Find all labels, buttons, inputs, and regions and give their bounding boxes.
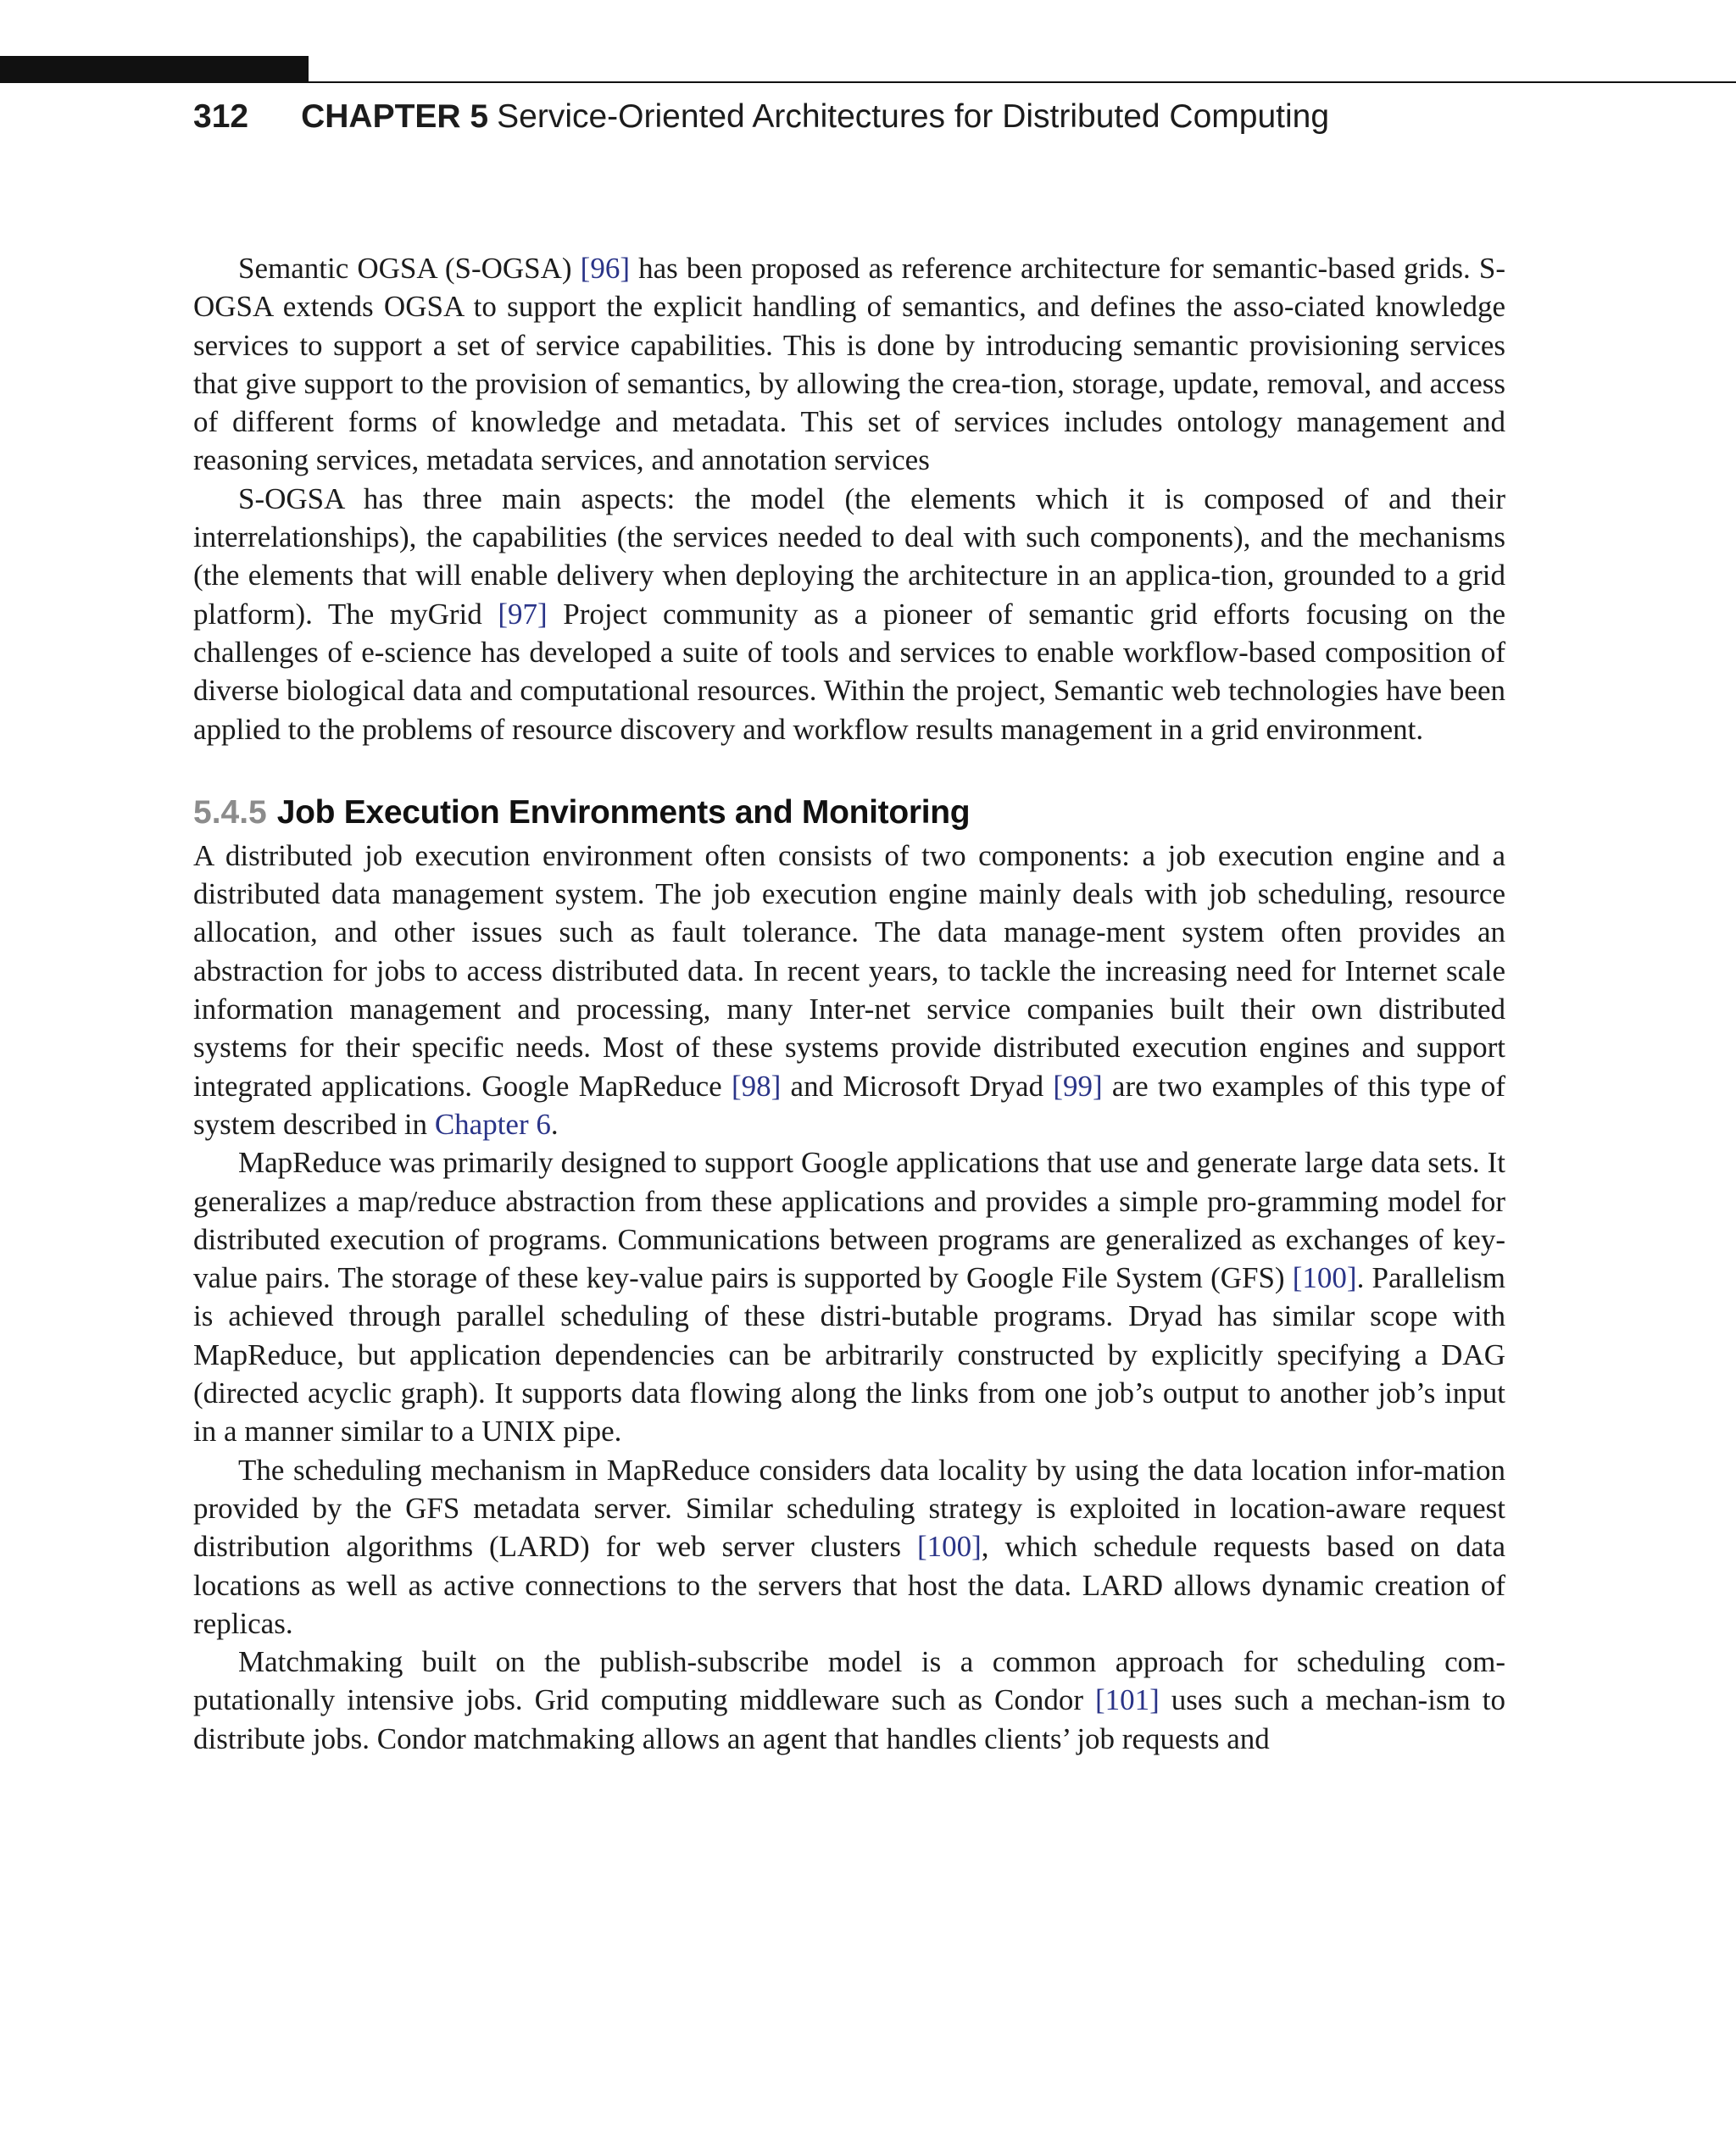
section-number: 5.4.5 xyxy=(193,793,267,831)
chapter-title: Service-Oriented Architectures for Distributed Computing xyxy=(497,98,1330,135)
paragraph-mapreduce xyxy=(193,1143,1505,1450)
text-run: Project community as a pioneer of semantic grid efforts focusing on the challenges of e-science has developed a suite of tools and services to enable workflow-based composition of diverse biological data and computational resources. Within the project, Semantic web technologies have been applied to the problems of resource discovery and workflow results management in a grid environment. xyxy=(193,597,1505,746)
chapter-label: CHAPTER 5 xyxy=(301,98,489,135)
citation-link[interactable]: [100] xyxy=(1292,1261,1357,1295)
citation-link[interactable]: [101] xyxy=(1094,1683,1160,1717)
chapter-link[interactable]: Chapter 6 xyxy=(434,1107,551,1141)
text-run: MapReduce was primarily designed to support Google applications that use and generate large data sets. It generalizes a map/reduce abstraction from these applications and provides a simple pro-gramming model for distributed execution of programs. Communications between programs are generalized as exchanges of key-value pairs. The storage of these key-value pairs is supported by Google File System (GFS) xyxy=(193,1146,1505,1295)
paragraph-s-ogsa-intro xyxy=(193,249,1505,480)
body-text xyxy=(193,249,1505,1758)
citation-link[interactable]: [97] xyxy=(498,597,548,631)
paragraph-job-execution xyxy=(193,837,1505,1143)
text-run: A distributed job execution environment often consists of two components: a job execution engine and a distributed data management system. The job execution engine mainly deals with job scheduling, resource allocation, and other issues such as fault tolerance. The data manage-ment system often provides an abstraction for jobs to access distributed data. In recent years, to tackle the increasing need for Internet scale information management and processing, many Inter-net service companies built their own distributed systems for their specific needs. Most of these systems provide distributed execution engines and support integrated applications. Google MapReduce xyxy=(193,838,1505,1103)
header-bar xyxy=(0,56,309,83)
citation-link[interactable]: [96] xyxy=(580,252,630,285)
text-run: Matchmaking built on the publish-subscribe model is a common approach for scheduling com-putationally intensive jobs. Grid computing middleware such as Condor xyxy=(193,1645,1505,1717)
running-header xyxy=(193,95,1329,139)
text-run: . xyxy=(550,1107,559,1141)
paragraph-s-ogsa-aspects xyxy=(193,480,1505,748)
section-heading xyxy=(193,789,1505,837)
citation-link[interactable]: [99] xyxy=(1053,1069,1103,1103)
section-title: Job Execution Environments and Monitoring xyxy=(276,793,971,831)
citation-link[interactable]: [98] xyxy=(731,1069,782,1103)
paragraph-scheduling xyxy=(193,1451,1505,1643)
header-rule xyxy=(309,81,1736,83)
text-run: Semantic OGSA (S-OGSA) xyxy=(238,252,581,285)
citation-link[interactable]: [100] xyxy=(916,1530,982,1564)
text-run: are two examples of this type of system described in xyxy=(193,1069,1505,1141)
text-run: and Microsoft Dryad xyxy=(781,1069,1054,1103)
text-run: has been proposed as reference architecture for semantic-based grids. S-OGSA extends OGSA to support the explicit handling of semantics, and defines the asso-ciated knowledge services to support a set of service capabilities. This is done by introducing semantic provisioning services that give support to the provision of semantics, by allowing the crea-tion, storage, update, removal, and access of different forms of knowledge and metadata. This set of services includes ontology management and reasoning services, metadata services, and annotation services xyxy=(193,252,1505,477)
text-run: uses such a mechan-ism to distribute jobs. Condor matchmaking allows an agent that handles clients’ job requests and xyxy=(193,1683,1505,1755)
paragraph-matchmaking xyxy=(193,1643,1505,1758)
text-run: S-OGSA has three main aspects: the model (the elements which it is composed of and their interrelationships), the capabilities (the services needed to deal with such components), and the mechanisms (the elements that will enable delivery when deploying the architecture in an applica-tion, grounded to a grid platform). The myGrid xyxy=(193,481,1505,631)
page-number: 312 xyxy=(193,98,249,135)
text-run: . Parallelism is achieved through parallel scheduling of these distri-butable programs. Dryad has similar scope with MapReduce, but application dependencies can be arbitrarily constructed by explicitly specifying a DAG (directed acyclic graph). It supports data flowing along the links from one job’s output to another job’s input in a manner similar to a UNIX pipe. xyxy=(193,1261,1505,1449)
text-run: , which schedule requests based on data locations as well as active connections to the servers that host the data. LARD allows dynamic creation of replicas. xyxy=(193,1530,1505,1640)
text-run: The scheduling mechanism in MapReduce considers data locality by using the data location infor-mation provided by the GFS metadata server. Similar scheduling strategy is exploited in location-aware request distribution algorithms (LARD) for web server clusters xyxy=(193,1453,1505,1564)
